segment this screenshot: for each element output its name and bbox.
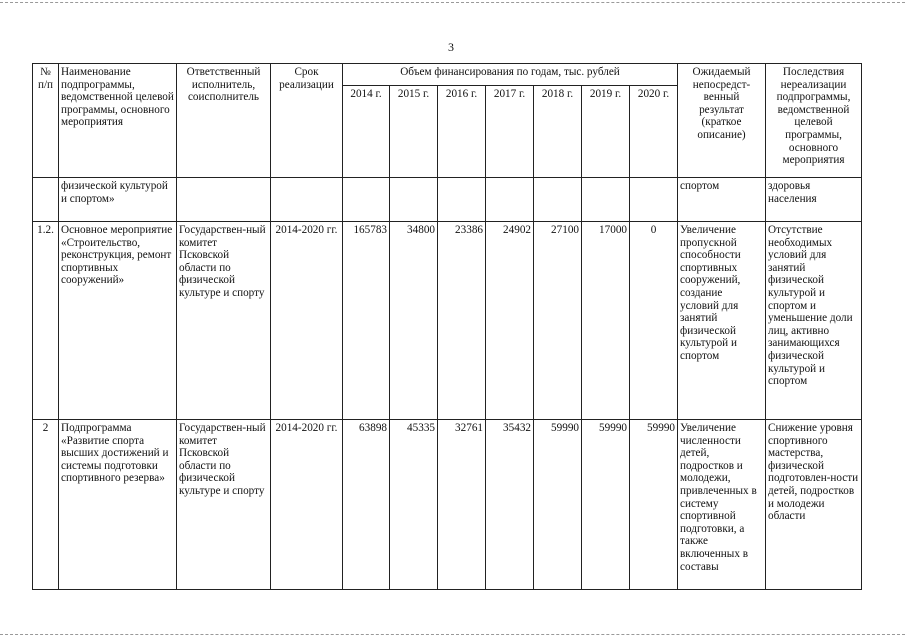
row-value bbox=[534, 178, 582, 222]
row-value: 45335 bbox=[390, 420, 438, 590]
header-year: 2015 г. bbox=[390, 86, 438, 178]
header-expected: Ожидаемый непосредст-венный результат (краткое описание) bbox=[678, 64, 766, 178]
table-row bbox=[33, 222, 862, 420]
row-term: 2014-2020 гг. bbox=[271, 420, 343, 590]
header-funding: Объем финансирования по годам, тыс. рублей bbox=[343, 64, 678, 86]
row-consequences: Снижение уровня спортивного мастерства, физической подготовлен-ности детей, подростков и молодежи области bbox=[766, 420, 862, 590]
row-expected: Увеличение пропускной способности спортивных сооружений, создание условий для занятий физической культурой и спортом bbox=[678, 222, 766, 420]
row-num: 1.2. bbox=[33, 222, 59, 420]
row-responsible: Государствен-ный комитет Псковской области по физической культуре и спорту bbox=[177, 222, 271, 420]
header-term: Срок реализации bbox=[271, 64, 343, 178]
row-name: Основное мероприятие «Строительство, реконструкция, ремонт спортивных сооружений» bbox=[59, 222, 177, 420]
row-value: 59990 bbox=[582, 420, 630, 590]
row-value: 165783 bbox=[343, 222, 390, 420]
row-value: 27100 bbox=[534, 222, 582, 420]
row-consequences: Отсутствие необходимых условий для занятий физической культурой и спортом и уменьшение доли лиц, активно занимающихся физической культурой и спортом bbox=[766, 222, 862, 420]
table-row bbox=[33, 420, 862, 590]
page-number: 3 bbox=[448, 40, 454, 54]
header-year: 2017 г. bbox=[486, 86, 534, 178]
row-value: 59990 bbox=[534, 420, 582, 590]
header-year: 2019 г. bbox=[582, 86, 630, 178]
row-value: 0 bbox=[630, 222, 678, 420]
row-value: 34800 bbox=[390, 222, 438, 420]
header-year: 2016 г. bbox=[438, 86, 486, 178]
row-responsible bbox=[177, 178, 271, 222]
row-value bbox=[582, 178, 630, 222]
header-name: Наименование подпрограммы, ведомственной целевой программы, основного мероприятия bbox=[59, 64, 177, 178]
row-value: 23386 bbox=[438, 222, 486, 420]
row-term: 2014-2020 гг. bbox=[271, 222, 343, 420]
row-name: Подпрограмма «Развитие спорта высших достижений и системы подготовки спортивного резерва» bbox=[59, 420, 177, 590]
row-expected: спортом bbox=[678, 178, 766, 222]
header-year: 2018 г. bbox=[534, 86, 582, 178]
row-value bbox=[630, 178, 678, 222]
row-value bbox=[343, 178, 390, 222]
scan-edge-top bbox=[0, 2, 905, 3]
scan-edge-bottom bbox=[0, 634, 905, 635]
row-value bbox=[486, 178, 534, 222]
row-num bbox=[33, 178, 59, 222]
row-value: 24902 bbox=[486, 222, 534, 420]
header-responsible: Ответственный исполнитель, соисполнитель bbox=[177, 64, 271, 178]
header-num: № п/п bbox=[33, 64, 59, 178]
header-year: 2020 г. bbox=[630, 86, 678, 178]
row-responsible: Государствен-ный комитет Псковской области по физической культуре и спорту bbox=[177, 420, 271, 590]
header-year: 2014 г. bbox=[343, 86, 390, 178]
row-value: 17000 bbox=[582, 222, 630, 420]
row-value: 35432 bbox=[486, 420, 534, 590]
row-value: 63898 bbox=[343, 420, 390, 590]
row-expected: Увеличение численности детей, подростков и молодежи, привлеченных в систему спортивной подготовки, а также включенных в составы bbox=[678, 420, 766, 590]
row-value bbox=[390, 178, 438, 222]
funding-table bbox=[32, 63, 862, 590]
row-name: физической культурой и спортом» bbox=[59, 178, 177, 222]
row-value: 59990 bbox=[630, 420, 678, 590]
header-consequences: Последствия нереализации подпрограммы, ведомственной целевой программы, основного мероприятия bbox=[766, 64, 862, 178]
table-row bbox=[33, 178, 862, 222]
row-value bbox=[438, 178, 486, 222]
row-term bbox=[271, 178, 343, 222]
row-num: 2 bbox=[33, 420, 59, 590]
row-value: 32761 bbox=[438, 420, 486, 590]
row-consequences: здоровья населения bbox=[766, 178, 862, 222]
